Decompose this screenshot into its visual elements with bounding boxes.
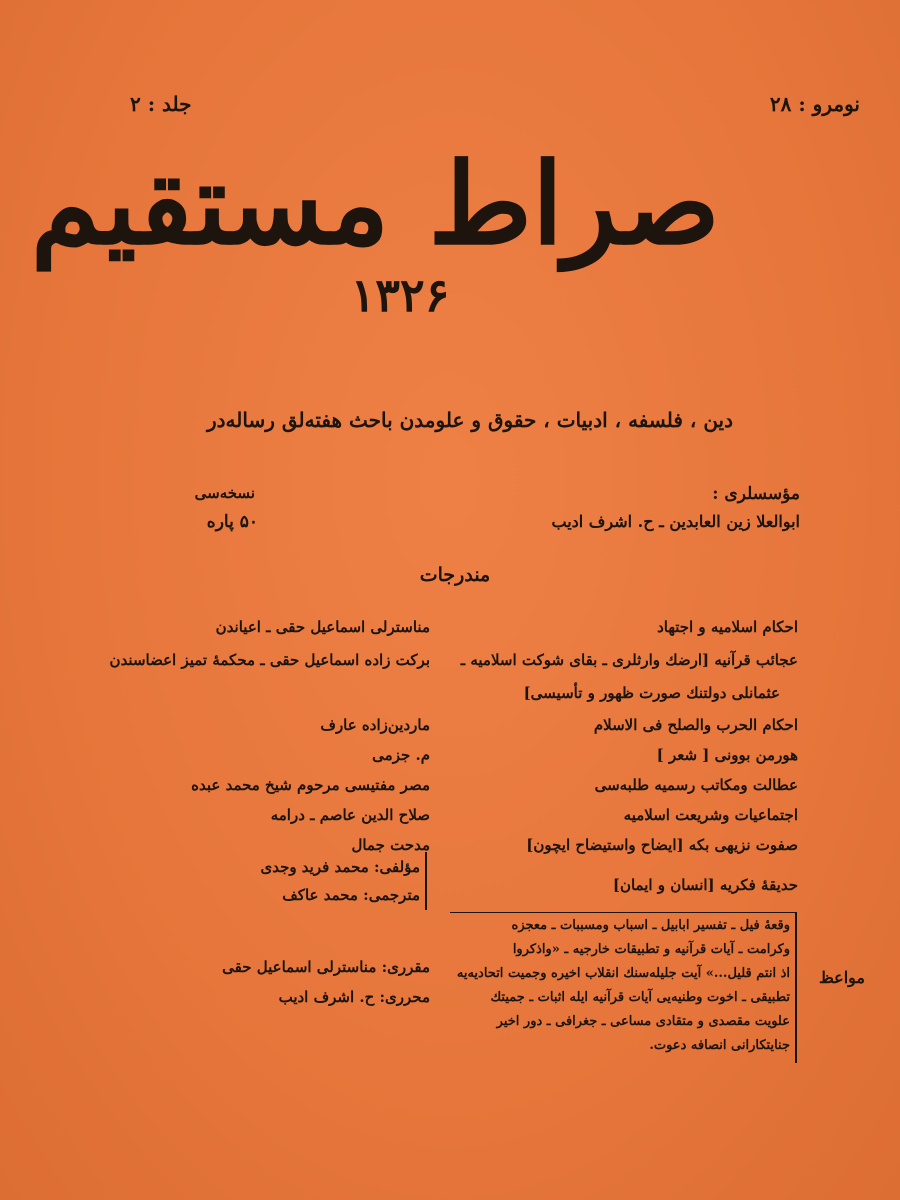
mawaiz-line: جنايتكارانى انصافه دعوت. [649, 1038, 790, 1053]
founders-label: مؤسسلرى : [712, 484, 800, 504]
chief-editor: محررى: ح. اشرف اديب [278, 988, 430, 1006]
responsible-manager: مقررى: مناسترلى اسماعيل حقى [222, 958, 430, 976]
toc-title: احكام الحرب والصلح فى الاسلام [593, 716, 798, 734]
mawaiz-label: مواعظ [818, 968, 865, 987]
toc-title: عثمانلى دولتنك صورت ظهور و تأسيسى] [523, 684, 780, 702]
issue-number: نومرو : ۲۸ [769, 92, 860, 116]
toc-author: مصر مفتيسى مرحوم شيخ محمد عبده [191, 776, 430, 794]
toc-author: مناسترلى اسماعيل حقى ـ اعياندن [215, 618, 430, 636]
publication-subtitle: دين ، فلسفه ، ادبيات ، حقوق و علومدن باحث هفته‌لق رساله‌در [206, 408, 734, 432]
mawaiz-line: علويت مقصدى و متقادى مساعى‌ ـ جغرافى ـ دور اخير [496, 1014, 790, 1029]
toc-title: عجائب قرآنيه [ارضك وارثلرى ـ بقاى شوكت اسلاميه ـ [460, 651, 798, 669]
original-author: مؤلفى: محمد فريد وجدى [260, 858, 420, 876]
toc-author: مدحت جمال [351, 836, 430, 854]
contents-heading: مندرجات [419, 564, 491, 586]
publication-title: صراط مستقيم [30, 139, 720, 270]
mawaiz-line: تطبيقى ـ اخوت وطنيه‌يى آيات قرآنيه ايله اثبات ـ جميتك [490, 990, 790, 1005]
toc-title: هورمن بوونى [ شعر ] [656, 746, 798, 764]
mawaiz-line: اذ انتم قليل...» آيت جليله‌سنك انقلاب اخيره وجميت اتحاديه‌يه [456, 966, 790, 981]
price-label: نسخه‌سى [194, 484, 255, 502]
volume-number: جلد : ۲ [130, 92, 192, 116]
publication-year: ۱۳۲۶ [350, 268, 450, 322]
toc-author: ماردين‌زاده عارف [320, 716, 430, 734]
toc-author: م. جزمى [372, 746, 430, 764]
price-value: ۵۰ پاره [206, 512, 258, 532]
toc-title: صفوت نزيهى بكه [ايضاح واستيضاح ايچون] [526, 836, 798, 854]
mawaiz-line: وقعهٔ فيل ـ تفسير ابابيل ـ اسباب ومسببات ـ معجزه [511, 918, 790, 933]
toc-author: صلاح الدين عاصم ـ درامه [270, 806, 430, 824]
toc-title: عطالت ومكاتب رسميه طلبه‌سى [594, 776, 798, 794]
mawaiz-line: وكرامت ـ آيات قرآنيه و تطبيقات خارجيه ـ «واذكروا [512, 942, 790, 957]
founders-names: ابوالعلا زين العابدين ـ ح. اشرف اديب [551, 512, 800, 531]
masthead [30, 130, 720, 350]
toc-title: اجتماعيات وشريعت اسلاميه [623, 806, 798, 824]
translator: مترجمى: محمد عاكف [282, 886, 420, 904]
toc-author: بركت زاده اسماعيل حقى ـ محكمهٔ تميز اعضاسندن [109, 651, 430, 669]
toc-title: حديقهٔ فكريه [انسان و ايمان] [612, 876, 798, 894]
toc-title: احكام اسلاميه و اجتهاد [657, 618, 798, 636]
